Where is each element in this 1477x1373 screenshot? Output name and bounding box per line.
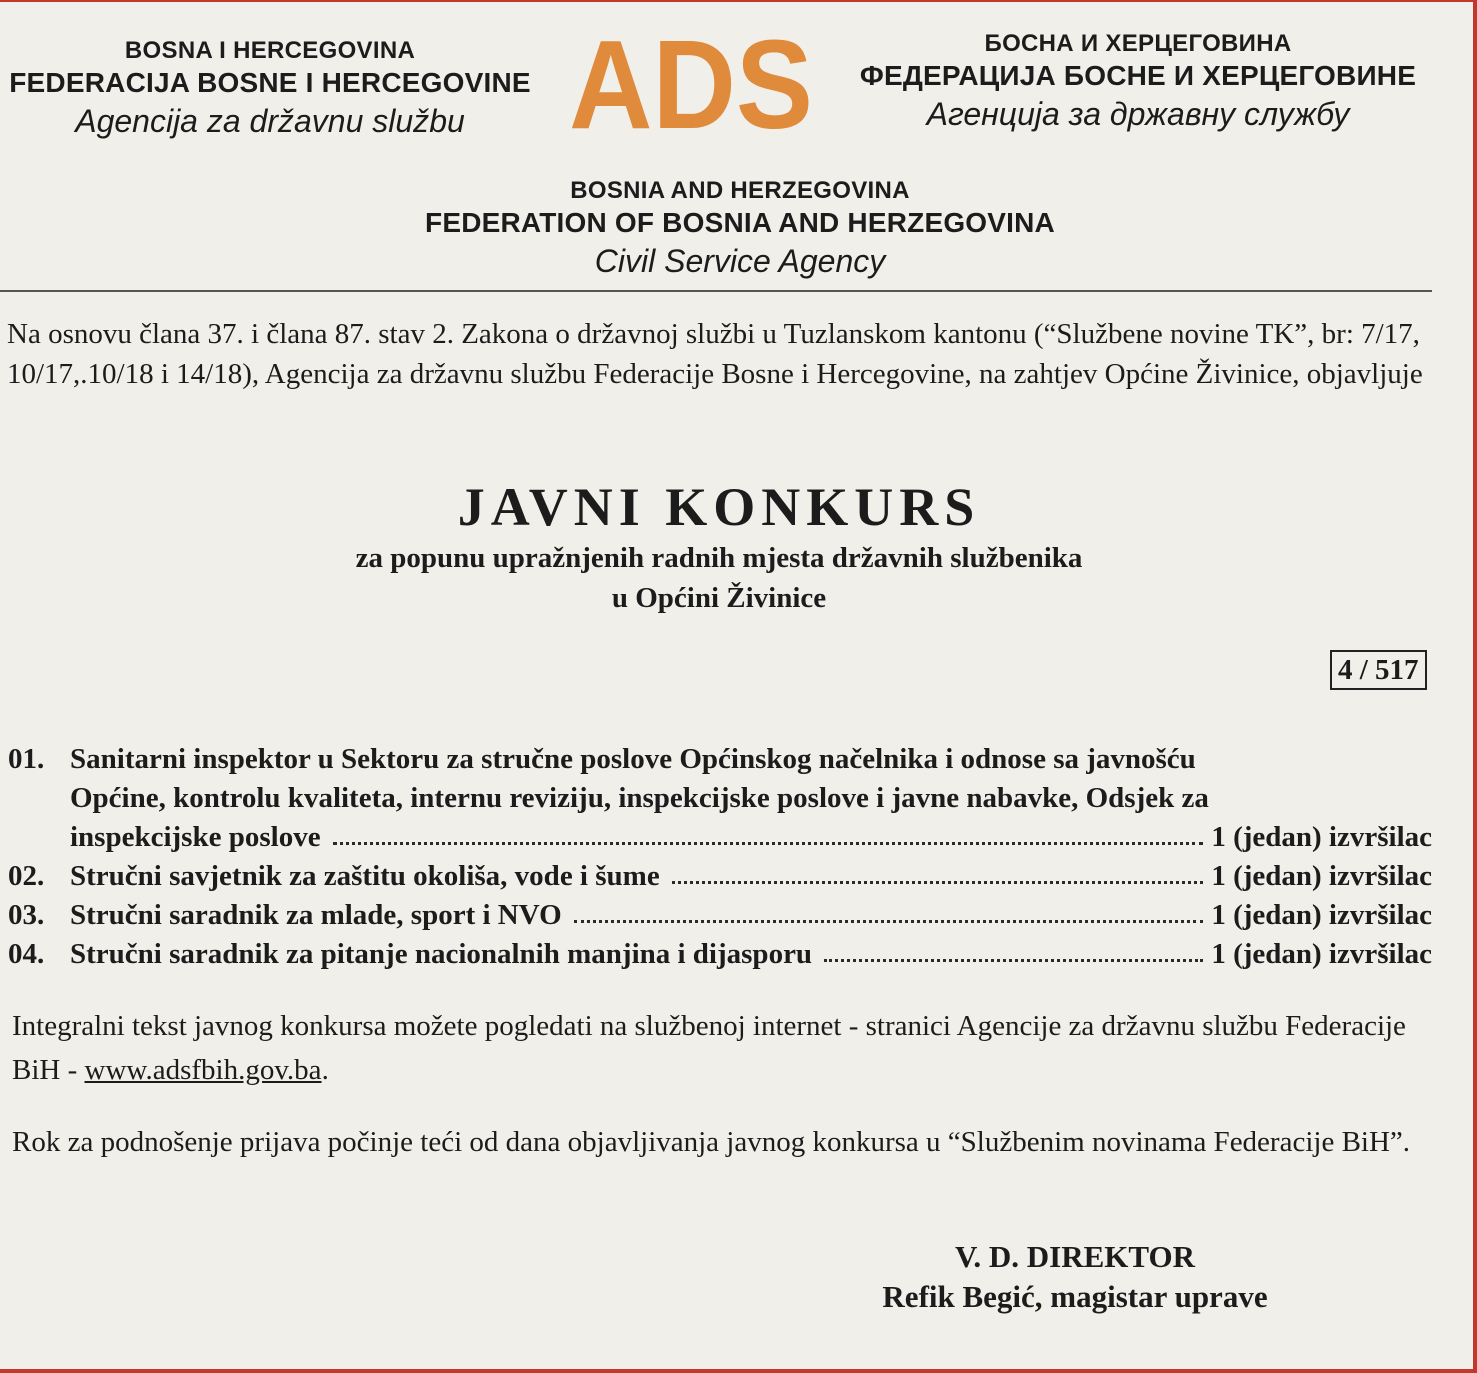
deadline-paragraph: Rok za podnošenje prijava počinje teći od dana objavljivanja javnog konkursa u “Službenim novinama Federacije BiH”. <box>12 1126 1411 1158</box>
header-agency-english: Civil Service Agency <box>594 243 886 279</box>
header-federation: FEDERACIJA BOSNE I HERCEGOVINE <box>9 67 531 98</box>
position-count: 1 (jedan) izvršilac <box>1211 821 1432 853</box>
page-title: JAVNI KONKURS <box>457 477 981 537</box>
subtitle-line-2: u Općini Živinice <box>611 582 827 614</box>
position-item-4 <box>8 932 1432 971</box>
position-title-line-3: inspekcijske poslove <box>70 821 321 853</box>
website-link[interactable]: www.adsfbih.gov.ba <box>84 1054 322 1086</box>
positions-list <box>8 737 1432 971</box>
signature-name: Refik Begić, magistar uprave <box>882 1279 1268 1314</box>
position-item-3 <box>8 893 1432 932</box>
signature-block <box>830 1237 1320 1317</box>
notice-end: . <box>321 1054 329 1086</box>
position-number: 03. <box>8 899 45 931</box>
reference-number: 4 / 517 <box>1330 650 1427 690</box>
header-latin <box>0 36 540 142</box>
header-cyrillic <box>838 30 1438 134</box>
position-count: 1 (jedan) izvršilac <box>1211 899 1432 931</box>
signature-role: V. D. DIREKTOR <box>954 1239 1196 1274</box>
header-country-english: BOSNIA AND HERZEGOVINA <box>570 177 910 204</box>
leader-dots <box>672 881 1204 884</box>
header-country: BOSNA I HERCEGOVINA <box>124 37 416 64</box>
header-country-cyrillic: БОСНА И ХЕРЦЕГОВИНА <box>984 30 1292 57</box>
position-item-1-line-1 <box>8 737 1432 776</box>
position-title: Stručni savjetnik za zaštitu okoliša, vode i šume <box>70 860 660 892</box>
notice-text: Integralni tekst javnog konkursa možete pogledati na službenoj internet - stranici Agencije za državnu službu Federacije BiH - <box>12 1010 1406 1086</box>
header-divider <box>0 290 1432 292</box>
position-item-2 <box>8 854 1432 893</box>
notice-paragraph <box>12 1004 1432 1092</box>
header-federation-cyrillic: ФЕДЕРАЦИЈА БОСНЕ И ХЕРЦЕГОВИНЕ <box>859 60 1417 91</box>
leader-dots <box>333 842 1204 845</box>
leader-dots <box>824 959 1203 962</box>
ads-logo <box>566 22 816 134</box>
leader-dots <box>574 920 1204 923</box>
header-agency-cyrillic: Агенција за државну службу <box>926 96 1350 132</box>
position-title: Stručni saradnik za mlade, sport i NVO <box>70 899 562 931</box>
position-count: 1 (jedan) izvršilac <box>1211 938 1432 970</box>
position-item-1-line-3 <box>8 815 1432 854</box>
subtitle <box>0 538 1438 618</box>
intro-paragraph: Na osnovu člana 37. i člana 87. stav 2. Zakona o državnoj službi u Tuzlanskom kantonu (“Službene novine TK”, br: 7/17, 10/17,.10/18 i 14/18), Agencija za državnu službu Federacije Bosne i Hercegovine, na zahtjev Općine Živinice, objavljuje <box>7 318 1423 390</box>
position-title-line-1: Sanitarni inspektor u Sektoru za stručne poslove Općinskog načelnika i odnose sa javnošću <box>70 743 1196 775</box>
position-count: 1 (jedan) izvršilac <box>1211 860 1432 892</box>
header-english <box>340 176 1140 282</box>
position-number: 04. <box>8 938 45 970</box>
subtitle-line-1: za popunu upražnjenih radnih mjesta državnih službenika <box>355 542 1083 574</box>
header-federation-english: FEDERATION OF BOSNIA AND HERZEGOVINA <box>425 207 1055 238</box>
ads-logo-text: ADS <box>569 22 813 134</box>
position-title-line-2: Općine, kontrolu kvaliteta, internu reviziju, inspekcijske poslove i javne nabavke, Odsjek za <box>70 782 1209 814</box>
position-number: 01. <box>8 743 45 775</box>
position-title: Stručni saradnik za pitanje nacionalnih manjina i dijasporu <box>70 938 813 970</box>
position-number: 02. <box>8 860 45 892</box>
header-agency: Agencija za državnu službu <box>75 103 465 139</box>
position-item-1-line-2 <box>8 776 1432 815</box>
